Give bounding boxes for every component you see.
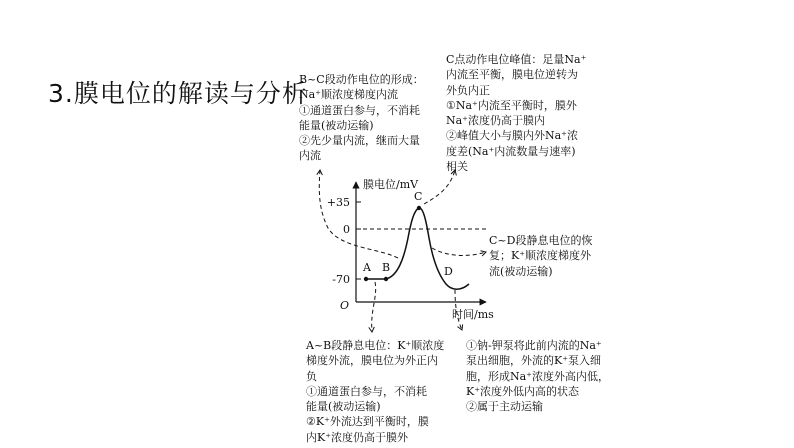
note-line: ②峰值大小与膜内外Na⁺浓 [446,129,578,143]
action-potential-curve [366,208,469,289]
note-line: K⁺浓度外低内高的状态 [466,384,580,398]
note-line: 泵出细胞，外流的K⁺泵入细 [466,354,602,368]
note-line: 内流 [299,149,321,163]
slide-title: 3.膜电位的解读与分析 [48,79,308,108]
point-c-label: C [414,190,423,203]
note-line: B~C段动作电位的形成： [299,73,424,86]
callout-arrow-c [424,170,455,204]
point-b-marker [384,277,388,281]
origin-label: O [340,299,350,312]
note-line: ①钠-钾泵将此前内流的Na⁺ [466,339,602,352]
note-line: ①通道蛋白参与，不消耗 [299,103,420,117]
note-line: ②K⁺外流达到平衡时，膜 [306,415,429,429]
x-axis-label: 时间/ms [452,308,494,321]
point-c-marker [417,206,421,210]
callout-arrow-ab [372,282,376,332]
point-b-label: B [382,261,391,274]
note-line: 内流至平衡，膜电位逆转为 [446,68,578,82]
note-line: 能量(被动运输) [306,400,381,414]
note-line: ②属于主动运输 [466,400,543,414]
note-line: 胞，形成Na⁺浓度外高内低， [466,369,609,383]
point-d-label: D [444,265,453,278]
note-line: ①Na⁺内流至平衡时，膜外 [446,98,577,112]
note-line: ①通道蛋白参与，不消耗 [306,384,427,398]
tick-label-zero: 0 [343,223,350,236]
note-line: 内K⁺浓度仍高于膜外 [306,430,409,444]
point-a-label: A [363,261,371,274]
tick-label-plus35: +35 [326,196,350,209]
note-line: C点动作电位峰值：足量Na⁺ [446,53,587,66]
note-line: Na⁺顺浓度梯度内流 [299,88,398,102]
note-line: 流(被动运输) [489,264,553,278]
note-line: Na⁺浓度仍高于膜内 [446,114,545,128]
note-line: 负 [306,369,317,383]
note-line: 梯度外流，膜电位为外正内 [306,354,438,368]
y-axis-label: 膜电位/mV [363,178,419,191]
point-a-marker [364,277,368,281]
note-line: 度差(Na⁺内流数量与速率) [446,144,576,158]
note-line: 外负内正 [446,83,490,97]
tick-label-minus70: -70 [332,273,350,286]
note-line: 能量(被动运输) [299,118,374,132]
note-line: 相关 [446,160,468,174]
note-line: C~D段静息电位的恢 [489,234,593,247]
note-line: A~B段静息电位：K⁺顺浓度 [306,339,445,352]
note-line: ②先少量内流，继而大量 [299,134,420,148]
callout-arrow-cd [432,248,486,255]
note-line: 复；K⁺顺浓度梯度外 [489,249,592,263]
